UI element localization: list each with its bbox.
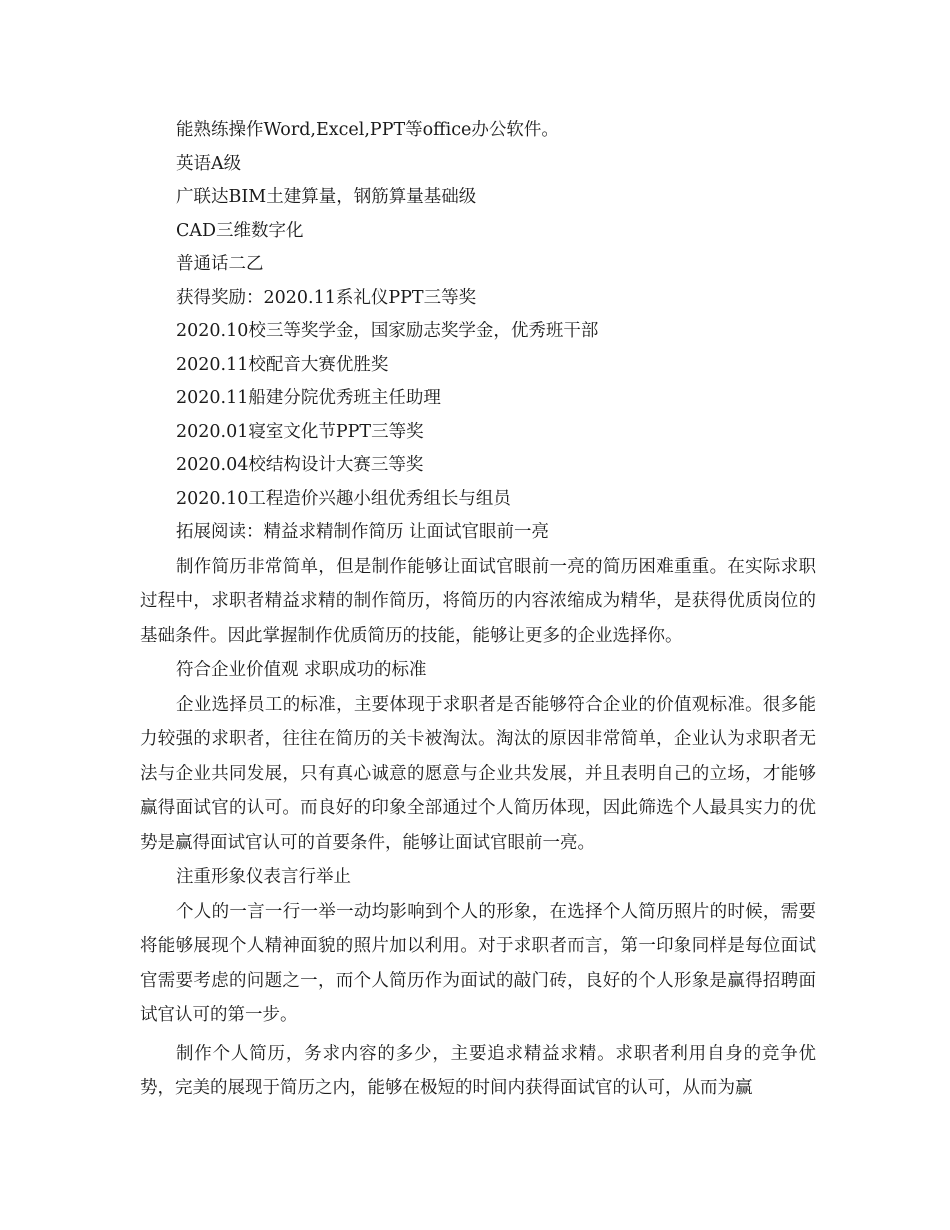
article-paragraph: 企业选择员工的标准，主要体现于求职者是否能够符合企业的价值观标准。很多能力较强的求职者，往往在简历的关卡被淘汰。淘汰的原因非常简单，企业认为求职者无法与企业共同发展，只有真心诚意的愿意与企业共发展，并且表明自己的立场，才能够赢得面试官的认可。而良好的印象全部通过个人简历体现，因此筛选个人最具实力的优势是赢得面试官认可的首要条件，能够让面试官眼前一亮。 xyxy=(140,694,816,853)
skill-line-cad: CAD三维数字化 xyxy=(176,220,304,241)
award-line: 2020.01寝室文化节PPT三等奖 xyxy=(176,421,424,442)
article-paragraph: 制作个人简历，务求内容的多少，主要追求精益求精。求职者利用自身的竞争优势，完美的展现于简历之内，能够在极短的时间内获得面试官的认可，从而为赢 xyxy=(140,1043,816,1098)
article-paragraph: 个人的一言一行一举一动均影响到个人的形象，在选择个人简历照片的时候，需要将能够展现个人精神面貌的照片加以利用。对于求职者而言，第一印象同样是每位面试官需要考虑的问题之一，而个人简历作为面试的敲门砖，良好的个人形象是赢得招聘面试官认可的第一步。 xyxy=(140,901,816,1025)
award-line: 2020.04校结构设计大赛三等奖 xyxy=(176,455,424,475)
award-line: 2020.11船建分院优秀班主任助理 xyxy=(176,388,441,408)
award-line: 2020.10校三等奖学金，国家励志奖学金，优秀班干部 xyxy=(176,321,599,341)
extended-reading-title: 拓展阅读：精益求精制作简历 让面试官眼前一亮 xyxy=(176,522,550,542)
skill-line-english: 英语A级 xyxy=(176,153,242,174)
award-line: 2020.11校配音大赛优胜奖 xyxy=(176,354,389,375)
award-line: 2020.10工程造价兴趣小组优秀组长与组员 xyxy=(176,488,511,509)
document-body xyxy=(140,114,816,1106)
section-heading: 符合企业价值观 求职成功的标准 xyxy=(176,660,427,680)
skill-line-mandarin: 普通话二乙 xyxy=(176,254,264,274)
skill-line-office: 能熟练操作Word,Excel,PPT等office办公软件。 xyxy=(176,120,559,140)
skill-line-bim: 广联达BIM土建算量，钢筋算量基础级 xyxy=(176,187,477,207)
section-heading: 注重形象仪表言行举止 xyxy=(176,867,351,887)
award-line: 获得奖励：2020.11系礼仪PPT三等奖 xyxy=(176,287,477,308)
article-intro-paragraph: 制作简历非常简单，但是制作能够让面试官眼前一亮的简历困难重重。在实际求职过程中，求职者精益求精的制作简历，将简历的内容浓缩成为精华，是获得优质岗位的基础条件。因此掌握制作优质简历的技能，能够让更多的企业选择你。 xyxy=(140,556,816,646)
